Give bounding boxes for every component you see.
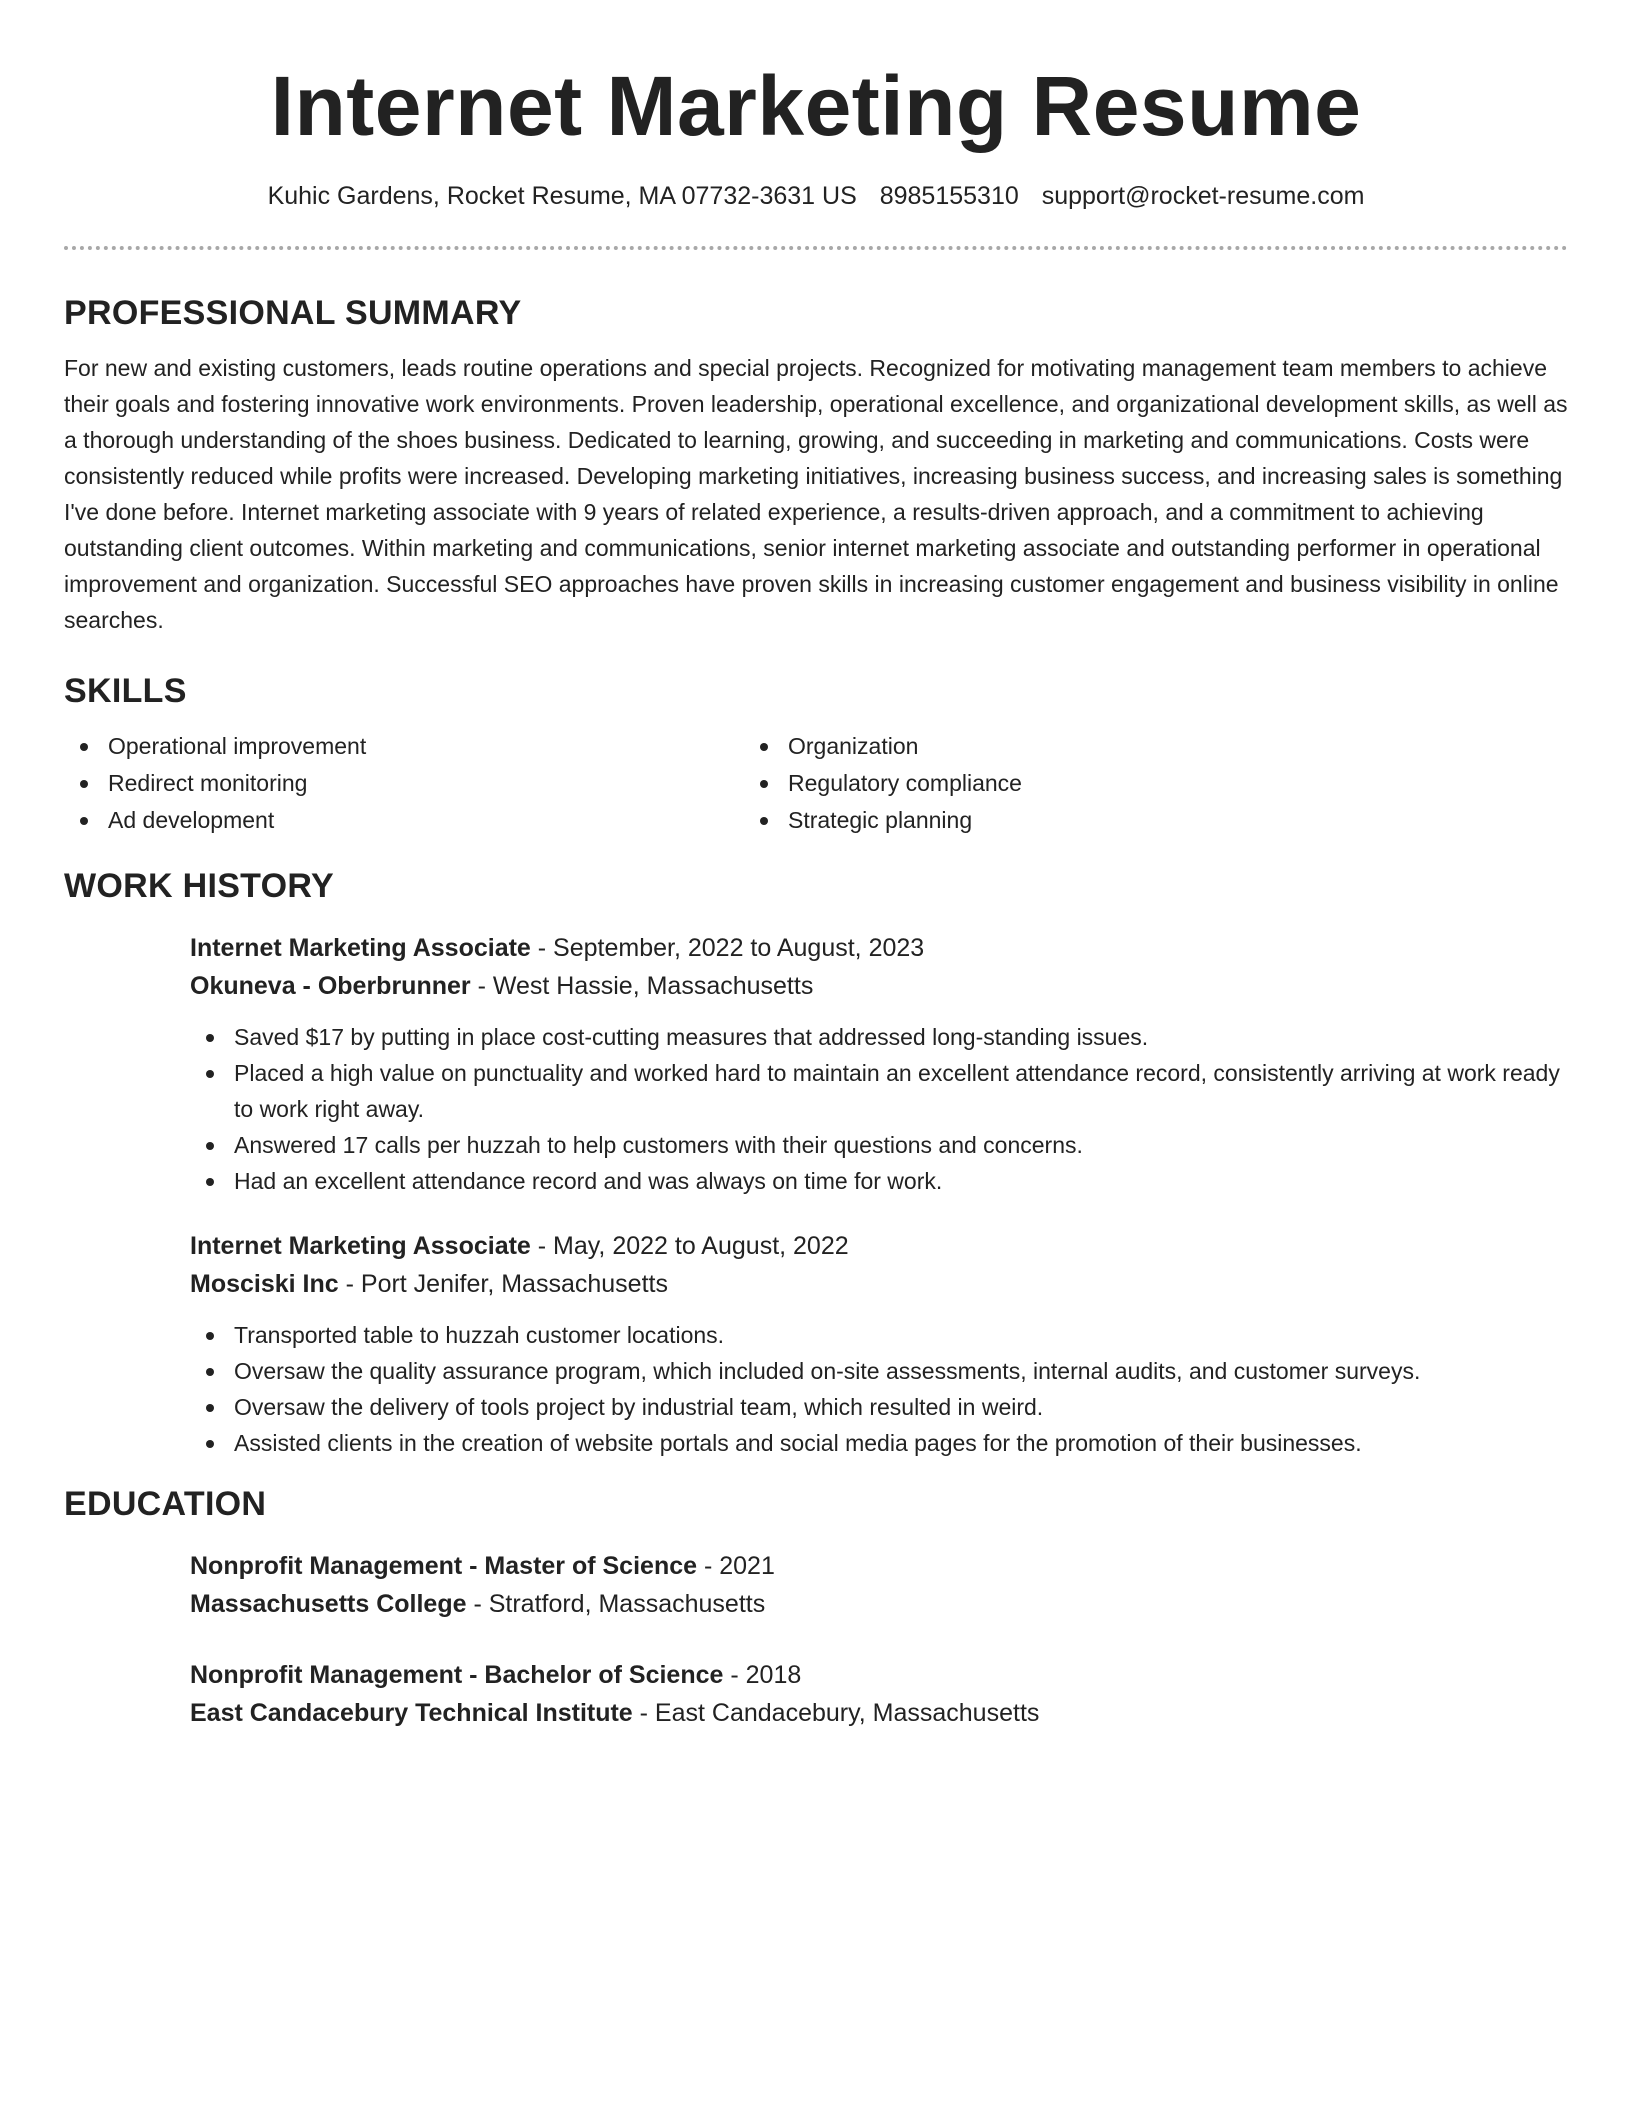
skill-item: Organization [744, 728, 1444, 765]
education-year: - 2018 [723, 1661, 802, 1689]
job-company: Mosciski Inc [190, 1270, 339, 1298]
education-location: - East Candacebury, Massachusetts [632, 1699, 1040, 1727]
job-dates: - May, 2022 to August, 2022 [530, 1232, 849, 1260]
contact-line [64, 180, 1568, 212]
education-school: East Candacebury Technical Institute [190, 1699, 633, 1727]
job-role: Internet Marketing Associate [190, 934, 531, 962]
education-year: - 2021 [697, 1552, 775, 1580]
education-school: Massachusetts College [190, 1590, 467, 1618]
skills-section [64, 670, 1568, 839]
job-bullet: Had an excellent attendance record and was always on time for work. [190, 1163, 1568, 1199]
skill-item: Regulatory compliance [744, 765, 1444, 802]
education-section [64, 1483, 1568, 1732]
resume-title: Internet Marketing Resume [270, 59, 1362, 153]
education-degree: Nonprofit Management - Master of Science [190, 1552, 698, 1580]
education-degree-line [190, 1656, 1568, 1694]
header-divider [64, 246, 1568, 250]
job-company-line [190, 967, 1568, 1005]
job-bullets [190, 1019, 1568, 1199]
job-location: - West Hassie, Massachusetts [470, 972, 814, 1000]
education-location: - Stratford, Massachusetts [466, 1590, 766, 1618]
education-entry [190, 1656, 1568, 1732]
education-degree: Nonprofit Management - Bachelor of Science [190, 1661, 724, 1689]
skill-item: Operational improvement [64, 728, 744, 765]
job-location: - Port Jenifer, Massachusetts [338, 1270, 668, 1298]
education-entry [190, 1547, 1568, 1623]
job-title-line [190, 1227, 1568, 1265]
contact-address: Kuhic Gardens, Rocket Resume, MA 07732-3631 US [267, 182, 857, 210]
job-bullet: Oversaw the delivery of tools project by industrial team, which resulted in weird. [190, 1389, 1568, 1425]
job-bullet: Oversaw the quality assurance program, which included on-site assessments, internal audits, and customer surveys. [190, 1353, 1568, 1389]
job-bullet: Answered 17 calls per huzzah to help customers with their questions and concerns. [190, 1127, 1568, 1163]
contact-phone: 8985155310 [879, 182, 1019, 210]
job-bullet: Saved $17 by putting in place cost-cutting measures that addressed long-standing issues. [190, 1019, 1568, 1055]
job-entry [190, 929, 1568, 1199]
skills-heading: SKILLS [64, 672, 187, 710]
job-company: Okuneva - Oberbrunner [190, 972, 471, 1000]
contact-email: support@rocket-resume.com [1041, 182, 1365, 210]
education-degree-line [190, 1547, 1568, 1585]
skill-item: Strategic planning [744, 802, 1444, 839]
work-heading: WORK HISTORY [64, 867, 334, 905]
job-role: Internet Marketing Associate [190, 1232, 531, 1260]
education-school-line [190, 1585, 1568, 1623]
job-dates: - September, 2022 to August, 2023 [530, 934, 925, 962]
summary-heading: PROFESSIONAL SUMMARY [64, 294, 522, 332]
job-bullet: Transported table to huzzah customer locations. [190, 1317, 1568, 1353]
skills-list [64, 728, 1568, 839]
summary-section [64, 292, 1568, 638]
resume-page [64, 0, 1568, 1732]
summary-text: For new and existing customers, leads routine operations and special projects. Recognized for motivating management team members to achieve their goals and fostering innovative work environments. Proven leadership, operational excellence, and organizational development skills, as well as a thorough understanding of the shoes business. Dedicated to learning, growing, and succeeding in marketing and communications. Costs were consistently reduced while profits were increased. Developing marketing initiatives, increasing business success, and increasing sales is something I've done before. Internet marketing associate with 9 years of related experience, a results-driven approach, and a commitment to achieving outstanding client outcomes. Within marketing and communications, senior internet marketing associate and outstanding performer in operational improvement and organization. Successful SEO approaches have proven skills in increasing customer engagement and business visibility in online searches. [64, 355, 1568, 633]
work-section [64, 865, 1568, 1461]
job-entry [190, 1227, 1568, 1461]
skill-item: Redirect monitoring [64, 765, 744, 802]
job-bullet: Placed a high value on punctuality and worked hard to maintain an excellent attendance record, consistently arriving at work ready to work right away. [190, 1055, 1568, 1127]
job-bullets [190, 1317, 1568, 1461]
education-school-line [190, 1694, 1568, 1732]
education-heading: EDUCATION [64, 1485, 267, 1523]
job-bullet: Assisted clients in the creation of website portals and social media pages for the promotion of their businesses. [190, 1425, 1568, 1461]
job-title-line [190, 929, 1568, 967]
skill-item: Ad development [64, 802, 744, 839]
job-company-line [190, 1265, 1568, 1303]
